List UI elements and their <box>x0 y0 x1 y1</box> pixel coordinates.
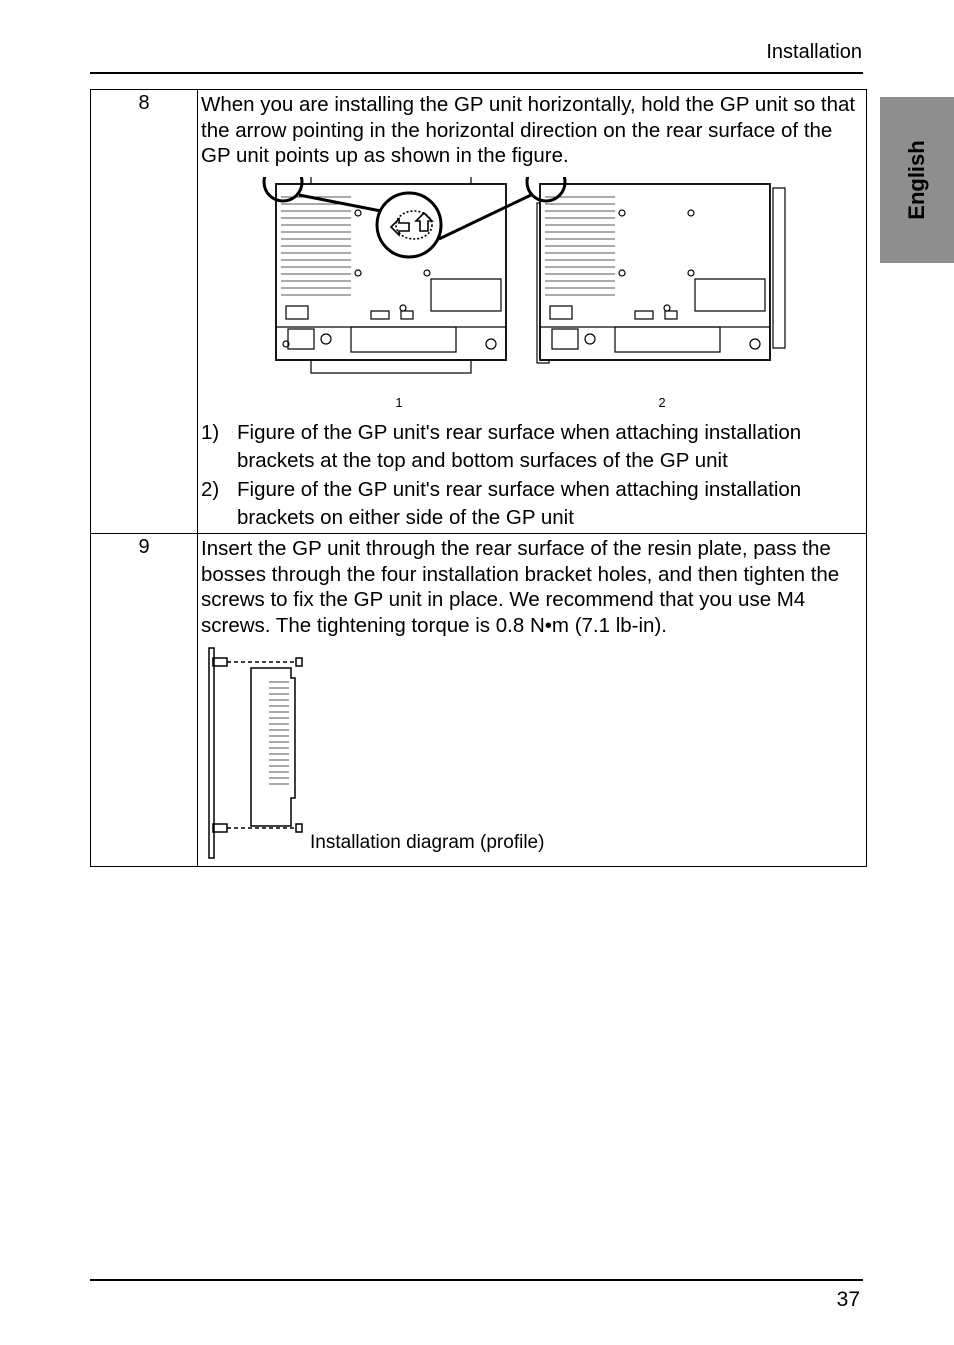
note-text: Figure of the GP unit's rear surface when attaching installation brackets at the top and bottom surfaces of the GP unit <box>237 420 802 472</box>
figure-notes <box>201 419 858 533</box>
note-item <box>201 476 858 533</box>
step-body <box>198 90 867 534</box>
header-rule <box>90 72 863 74</box>
figure-caption: Installation diagram (profile) <box>310 832 545 853</box>
note-text: Figure of the GP unit's rear surface when attaching installation brackets on either side of the GP unit <box>237 477 802 529</box>
footer-rule <box>90 1279 863 1281</box>
step-number: 9 <box>91 534 198 867</box>
step-row-9 <box>91 534 867 867</box>
step-text: Insert the GP unit through the rear surface of the resin plate, pass the bosses through the four installation bracket holes, and then tighten the screws to fix the GP unit in place. We recommend that you use M4 screws. The tightening torque is 0.8 N•m (7.1 lb-in). <box>201 537 840 637</box>
page-number: 37 <box>836 1288 860 1311</box>
figure-label-2: 2 <box>658 394 666 410</box>
note-marker: 1) <box>201 420 220 444</box>
profile-figure <box>201 646 858 866</box>
note-item <box>201 419 858 476</box>
figure-label-1: 1 <box>395 394 403 410</box>
language-tab <box>880 97 954 263</box>
profile-diagram <box>201 646 321 866</box>
note-marker: 2) <box>201 477 220 501</box>
language-tab-label: English <box>904 140 929 220</box>
section-title: Installation <box>766 41 862 63</box>
step-body <box>198 534 867 867</box>
steps-table <box>90 89 867 867</box>
step-row-8 <box>91 90 867 534</box>
rear-surface-figure <box>201 177 801 417</box>
step-number: 8 <box>91 90 198 534</box>
step-text: When you are installing the GP unit horizontally, hold the GP unit so that the arrow pointing in the horizontal direction on the rear surface of the GP unit points up as shown in the figure. <box>201 93 856 167</box>
